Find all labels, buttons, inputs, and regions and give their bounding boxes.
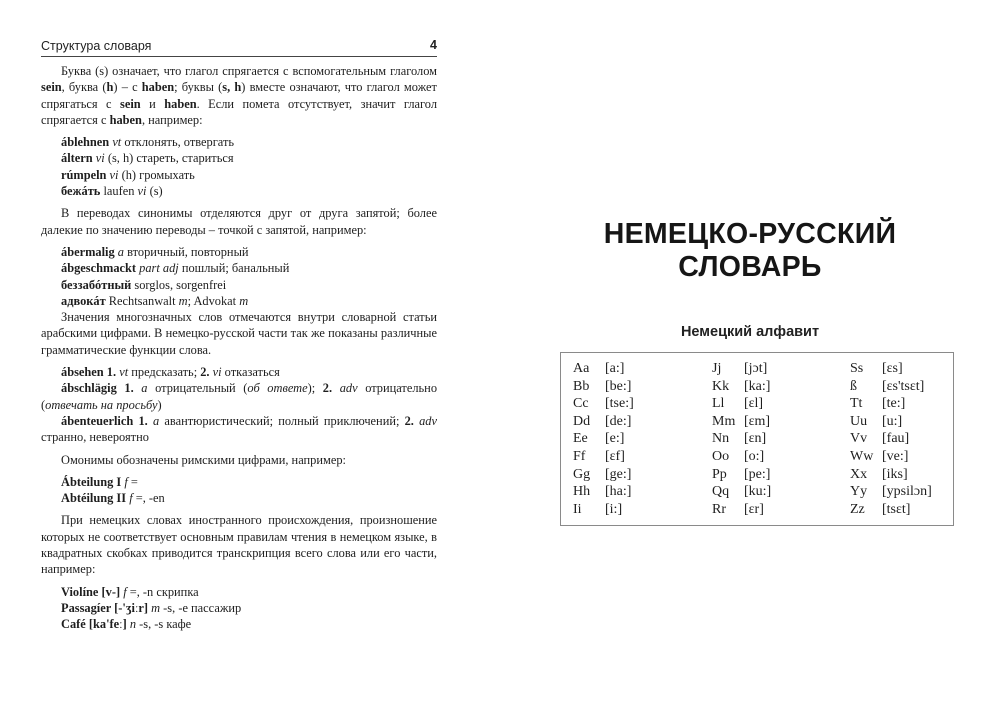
paragraph-auxiliary-verbs: [41, 63, 437, 128]
headword: ábgeschmackt: [61, 261, 137, 276]
translation: пошлый; банальный: [178, 261, 290, 276]
headword: rúmpeln: [61, 167, 107, 182]
example-entries-verbs: [41, 134, 437, 199]
bold-term: haben: [109, 112, 142, 127]
alphabet-letter: Ii: [573, 501, 582, 517]
dictionary-entry: [61, 600, 437, 616]
letter-transcription: [fau]: [882, 431, 910, 447]
alphabet-letter: Pp: [712, 466, 727, 482]
grammar-label: vi: [109, 167, 119, 182]
alphabet-letter: Qq: [712, 484, 730, 500]
translation: ): [157, 397, 162, 412]
bold-term: haben: [164, 96, 197, 111]
sense-number: 1.: [116, 381, 142, 396]
alphabet-letter: Jj: [712, 361, 722, 376]
headword: Ábteilung I: [61, 474, 122, 489]
letter-transcription: [ha:]: [605, 484, 632, 500]
letter-transcription: [ve:]: [882, 448, 909, 464]
title-line-2: СЛОВАРЬ: [678, 251, 822, 283]
alphabet-letter: Kk: [712, 378, 730, 394]
grammar-label: part adj: [139, 261, 179, 276]
letter-transcription: [ɛs]: [882, 361, 903, 376]
grammar-label: vi: [95, 151, 105, 166]
grammar-label: vt: [112, 135, 122, 150]
translation: ; Advokat: [187, 293, 240, 308]
grammar-label: n: [129, 617, 137, 632]
alphabet-letter: Hh: [573, 484, 591, 500]
letter-transcription: [jɔt]: [744, 361, 768, 376]
alphabet-letter: Bb: [573, 378, 590, 394]
translation: laufen: [100, 184, 138, 199]
headword: беззабóтный: [61, 277, 132, 292]
grammar-label: vt: [119, 365, 129, 380]
alphabet-letter: Yy: [850, 484, 868, 500]
grammar-label: m: [178, 293, 188, 308]
grammar-label: m: [151, 600, 161, 615]
alphabet-letter: Ee: [573, 431, 588, 447]
letter-transcription: [ɛn]: [744, 431, 767, 447]
translation: (s, h) стареть, стариться: [104, 151, 234, 166]
alphabet-letter: Nn: [712, 431, 730, 447]
sense-number: 2.: [322, 381, 340, 396]
inflection: =, -en: [132, 491, 165, 506]
sense-number: 1.: [103, 365, 120, 380]
headword: Abtéilung II: [61, 491, 127, 506]
translation: -s, -e пассажир: [160, 600, 242, 615]
dictionary-entry: [61, 134, 437, 150]
dictionary-entry: [61, 584, 437, 600]
alphabet-letter: Ff: [573, 448, 586, 464]
letter-transcription: [ɛl]: [744, 396, 764, 412]
example-entries-homonyms: [41, 474, 437, 507]
alphabet-letter: Tt: [850, 396, 863, 412]
body-text: [41, 63, 437, 633]
alphabet-letter: Uu: [850, 413, 868, 429]
grammar-label: adv: [419, 413, 437, 428]
letter-transcription: [pe:]: [744, 466, 771, 482]
translation: предсказать;: [128, 365, 201, 380]
grammar-label: f: [123, 584, 127, 599]
title-line-1: НЕМЕЦКО-РУССКИЙ: [603, 218, 897, 250]
dictionary-entry: [61, 183, 437, 199]
bold-term: h: [106, 80, 114, 95]
running-head-title: Структура словаря: [41, 39, 152, 53]
headword: Passagíer: [61, 600, 112, 615]
example-entries-transcription: [41, 584, 437, 633]
example-entries-polysemy: [41, 364, 437, 445]
bold-term: s, h: [222, 80, 242, 95]
letter-transcription: [ypsilɔn]: [882, 484, 932, 500]
alphabet-letter: Aa: [573, 361, 590, 376]
alphabet-letter: Xx: [850, 466, 868, 482]
alphabet-letter: Cc: [573, 396, 589, 412]
letter-transcription: [be:]: [605, 378, 632, 394]
grammar-label: f: [129, 491, 133, 506]
alphabet-letter: Rr: [712, 501, 726, 517]
letter-transcription: [de:]: [605, 413, 632, 429]
dictionary-entry: [41, 380, 437, 413]
letter-transcription: [i:]: [605, 501, 623, 517]
translation: =, -n скрипка: [126, 584, 199, 599]
translation: отказаться: [221, 365, 280, 380]
bold-term: sein: [120, 96, 141, 111]
translation: Rechtsanwalt: [105, 293, 179, 308]
inflection: =: [127, 474, 138, 489]
sense-number: 2.: [404, 413, 420, 428]
dictionary-entry: [61, 150, 437, 166]
bold-term: haben: [141, 80, 175, 95]
dictionary-entry: [61, 167, 437, 183]
alphabet-letter: Ss: [850, 361, 864, 376]
letter-transcription: [tsɛt]: [882, 501, 911, 517]
grammar-label: m: [239, 293, 249, 308]
letter-transcription: [ka:]: [744, 378, 771, 394]
letter-transcription: [ge:]: [605, 466, 632, 482]
alphabet-letter: Dd: [573, 413, 591, 429]
grammar-label: a: [153, 413, 160, 428]
grammar-label: a: [141, 381, 148, 396]
headword: ábermalig: [61, 244, 115, 259]
headword: ábschlägig: [61, 381, 117, 396]
translation: странно, невероятно: [41, 430, 149, 445]
grammar-label: adv: [339, 381, 358, 396]
text: ) вместе означают, что глагол может спрягаться с: [41, 80, 437, 111]
page-number: 4: [430, 38, 437, 52]
paragraph-transcription: При немецких словах иностранного происхождения, произношение которых не соответствует основным правилам чтения в немецком языке, в квадратных скобках приводится транскрипция всего слова или его части, например:: [41, 513, 437, 577]
usage-note: отвечать на просьбу: [45, 397, 158, 412]
grammar-label: a: [117, 244, 124, 259]
letter-transcription: [o:]: [744, 448, 765, 464]
usage-note: об ответе: [247, 381, 308, 396]
text: . Если помета отсутствует, значит глагол спрягается с: [41, 96, 438, 127]
headword: адвокáт: [61, 293, 106, 308]
translation: );: [307, 381, 323, 396]
headword: Violíne: [61, 584, 99, 599]
text: , например:: [141, 112, 203, 127]
grammar-label: vi: [212, 365, 222, 380]
letter-transcription: [ɛr]: [744, 501, 764, 517]
text: ; буквы (: [174, 80, 223, 95]
translation: (s): [146, 184, 163, 199]
alphabet-letter: ß: [850, 378, 857, 394]
translation: отрицательно (: [41, 381, 438, 412]
alphabet-letter: Ll: [712, 396, 725, 412]
sense-number: 2.: [200, 365, 213, 380]
dictionary-entry: [61, 244, 437, 260]
letter-transcription: [a:]: [605, 361, 625, 376]
dictionary-title: [500, 218, 1000, 284]
text: и: [140, 96, 165, 111]
headword: Café: [61, 617, 86, 632]
alphabet-letter: Vv: [850, 431, 868, 447]
running-head: [41, 37, 437, 57]
transcription: [ka'feː]: [85, 617, 130, 632]
transcription: [v-]: [98, 584, 124, 599]
paragraph-polysemy: Значения многозначных слов отмечаются внутри словарной статьи арабскими цифрами. В немецко-русской части так же показаны различные грамматические функции слова.: [41, 310, 437, 357]
text: ) – с: [113, 80, 142, 95]
dictionary-entry: [61, 364, 437, 380]
alphabet-letter: Gg: [573, 466, 591, 482]
text: Буква (s) означает, что глагол спрягается с вспомогательным глаголом: [61, 64, 437, 78]
transcription: [-'ʒiːr]: [111, 600, 152, 615]
grammar-label: vi: [137, 184, 147, 199]
alphabet-letter: Mm: [712, 413, 736, 429]
translation: -s, -s кафе: [136, 617, 192, 632]
dictionary-entry: [61, 293, 437, 309]
letter-transcription: [u:]: [882, 413, 903, 429]
headword: áltern: [61, 151, 93, 166]
headword: ábenteuerlich: [61, 413, 134, 428]
alphabet-table: [560, 352, 954, 526]
alphabet-letter: Ww: [850, 448, 874, 464]
dictionary-entry: [41, 413, 437, 446]
headword: ábsehen: [61, 365, 104, 380]
dictionary-entry: [61, 260, 437, 276]
letter-transcription: [tse:]: [605, 396, 634, 412]
translation: отклонять, отвергать: [121, 135, 235, 150]
right-page: [500, 0, 1000, 710]
translation: (h) громыхать: [118, 167, 195, 182]
dictionary-entry: [61, 616, 437, 632]
letter-transcription: [ɛf]: [605, 448, 625, 464]
headword: бежáть: [61, 184, 101, 199]
paragraph-synonyms: В переводах синонимы отделяются друг от друга запятой; более далекие по значению переводы – точкой с запятой, например:: [41, 206, 437, 237]
sense-number: 1.: [133, 413, 153, 428]
text: , буква (: [61, 80, 107, 95]
translation: вторичный, повторный: [124, 244, 249, 259]
dictionary-entry: [61, 474, 437, 490]
letter-transcription: [e:]: [605, 431, 625, 447]
grammar-label: f: [124, 474, 128, 489]
translation: sorglos, sorgenfrei: [131, 277, 227, 292]
letter-transcription: [ku:]: [744, 484, 772, 500]
dictionary-entry: [61, 490, 437, 506]
translation: отрицательный (: [147, 381, 248, 396]
letter-transcription: [ɛs'tsɛt]: [882, 378, 925, 394]
example-entries-synonyms: [41, 244, 437, 309]
letter-transcription: [iks]: [882, 466, 908, 482]
bold-term: sein: [41, 80, 62, 95]
alphabet-heading: Немецкий алфавит: [680, 324, 820, 340]
letter-transcription: [te:]: [882, 396, 906, 412]
paragraph-homonyms: Омонимы обозначены римскими цифрами, например:: [61, 452, 346, 467]
translation: авантюристический; полный приключений;: [159, 413, 405, 428]
letter-transcription: [ɛm]: [744, 413, 771, 429]
headword: áblehnen: [61, 135, 110, 150]
alphabet-letter: Zz: [850, 501, 865, 517]
alphabet-letter: Oo: [712, 448, 730, 464]
dictionary-entry: [61, 277, 437, 293]
